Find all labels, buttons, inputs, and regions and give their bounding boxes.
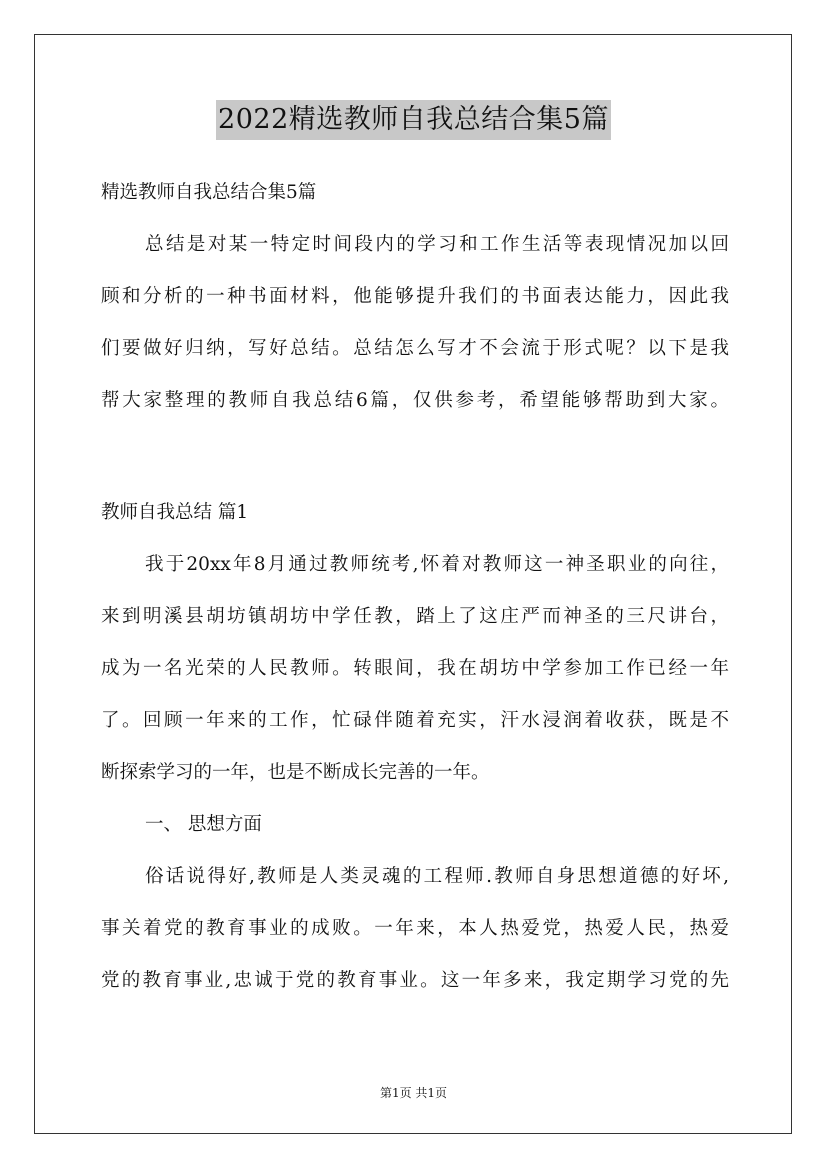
intro-line-2: 顾和分析的一种书面材料，他能够提升我们的书面表达能力，因此我 <box>101 286 729 307</box>
intro-line-3: 们要做好归纳，写好总结。总结怎么写才不会流于形式呢？以下是我 <box>101 338 729 359</box>
document-body <box>101 172 729 1012</box>
body-line-5: 断探索学习的一年，也是不断成长完善的一年。 <box>101 762 490 783</box>
body2-line-1: 俗话说得好,教师是人类灵魂的工程师.教师自身思想道德的好坏, <box>145 866 729 887</box>
document-title: 2022精选教师自我总结合集5篇 <box>216 100 611 140</box>
body-line-2: 来到明溪县胡坊镇胡坊中学任教，踏上了这庄严而神圣的三尺讲台， <box>101 606 729 627</box>
title-container <box>0 100 827 140</box>
body-line-1: 我于20xx年8月通过教师统考,怀着对教师这一神圣职业的向往， <box>145 554 729 575</box>
body-line-4: 了。回顾一年来的工作，忙碌伴随着充实，汗水浸润着收获，既是不 <box>101 710 729 731</box>
paragraph-gap <box>101 432 729 492</box>
section-heading: 教师自我总结 篇1 <box>101 502 249 523</box>
body-line-3: 成为一名光荣的人民教师。转眼间，我在胡坊中学参加工作已经一年 <box>101 658 729 679</box>
page-footer: 第1页 共1页 <box>379 1086 448 1100</box>
document-subtitle: 精选教师自我总结合集5篇 <box>101 182 317 203</box>
body2-line-2: 事关着党的教育事业的成败。一年来，本人热爱党，热爱人民，热爱 <box>101 918 729 939</box>
intro-line-1: 总结是对某一特定时间段内的学习和工作生活等表现情况加以回 <box>145 234 729 255</box>
body2-line-3: 党的教育事业,忠诚于党的教育事业。这一年多来，我定期学习党的先 <box>101 970 729 991</box>
subheading: 一、 思想方面 <box>145 814 262 835</box>
intro-line-4: 帮大家整理的教师自我总结6篇，仅供参考，希望能够帮助到大家。 <box>101 390 729 411</box>
